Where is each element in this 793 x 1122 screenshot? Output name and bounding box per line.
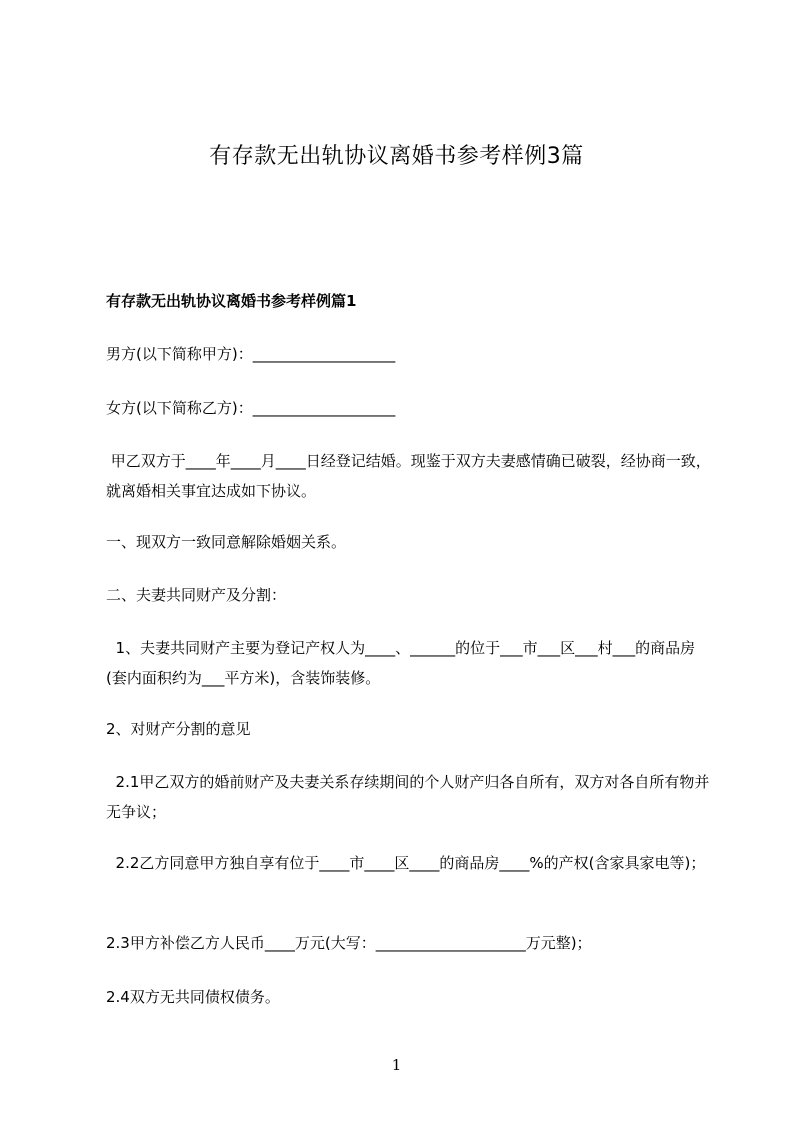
party-male-line: 男方(以下简称甲方)：___________________ [106,345,396,363]
clause-1-dissolve-marriage: 一、现双方一致同意解除婚姻关系。 [106,533,347,551]
page-number: 1 [391,1056,402,1074]
clause-2-1-joint-property: 1、夫妻共同财产主要为登记产权人为____、______的位于___市___区___村___的商品房(套内面积约为___平方米)，含装饰装修。 [106,639,696,687]
clause-2-opinion-heading: 2、对财产分割的意见 [106,720,251,738]
clause-2-1-personal-property: 2.1甲乙双方的婚前财产及夫妻关系存续期间的个人财产归各自所有，双方对各自所有物并无争议； [106,773,710,821]
section-heading: 有存款无出轨协议离婚书参考样例篇1 [106,292,357,310]
party-female-line: 女方(以下简称乙方)：___________________ [106,399,396,417]
clause-2-3-compensation: 2.3甲方补偿乙方人民币____万元(大写：____________________万元整)； [106,934,592,952]
clause-2-2-house-ownership: 2.2乙方同意甲方独自享有位于____市____区____的商品房____%的产权(含家具家电等)； [106,854,706,872]
marriage-intro-paragraph: 甲乙双方于____年____月____日经登记结婚。现鉴于双方夫妻感情确已破裂，经协商一致，就离婚相关事宜达成如下协议。 [106,452,711,500]
clause-2-property-heading: 二、夫妻共同财产及分割： [106,586,287,604]
document-title: 有存款无出轨协议离婚书参考样例3篇 [209,144,584,169]
clause-2-4-no-debts: 2.4双方无共同债权债务。 [106,988,280,1006]
